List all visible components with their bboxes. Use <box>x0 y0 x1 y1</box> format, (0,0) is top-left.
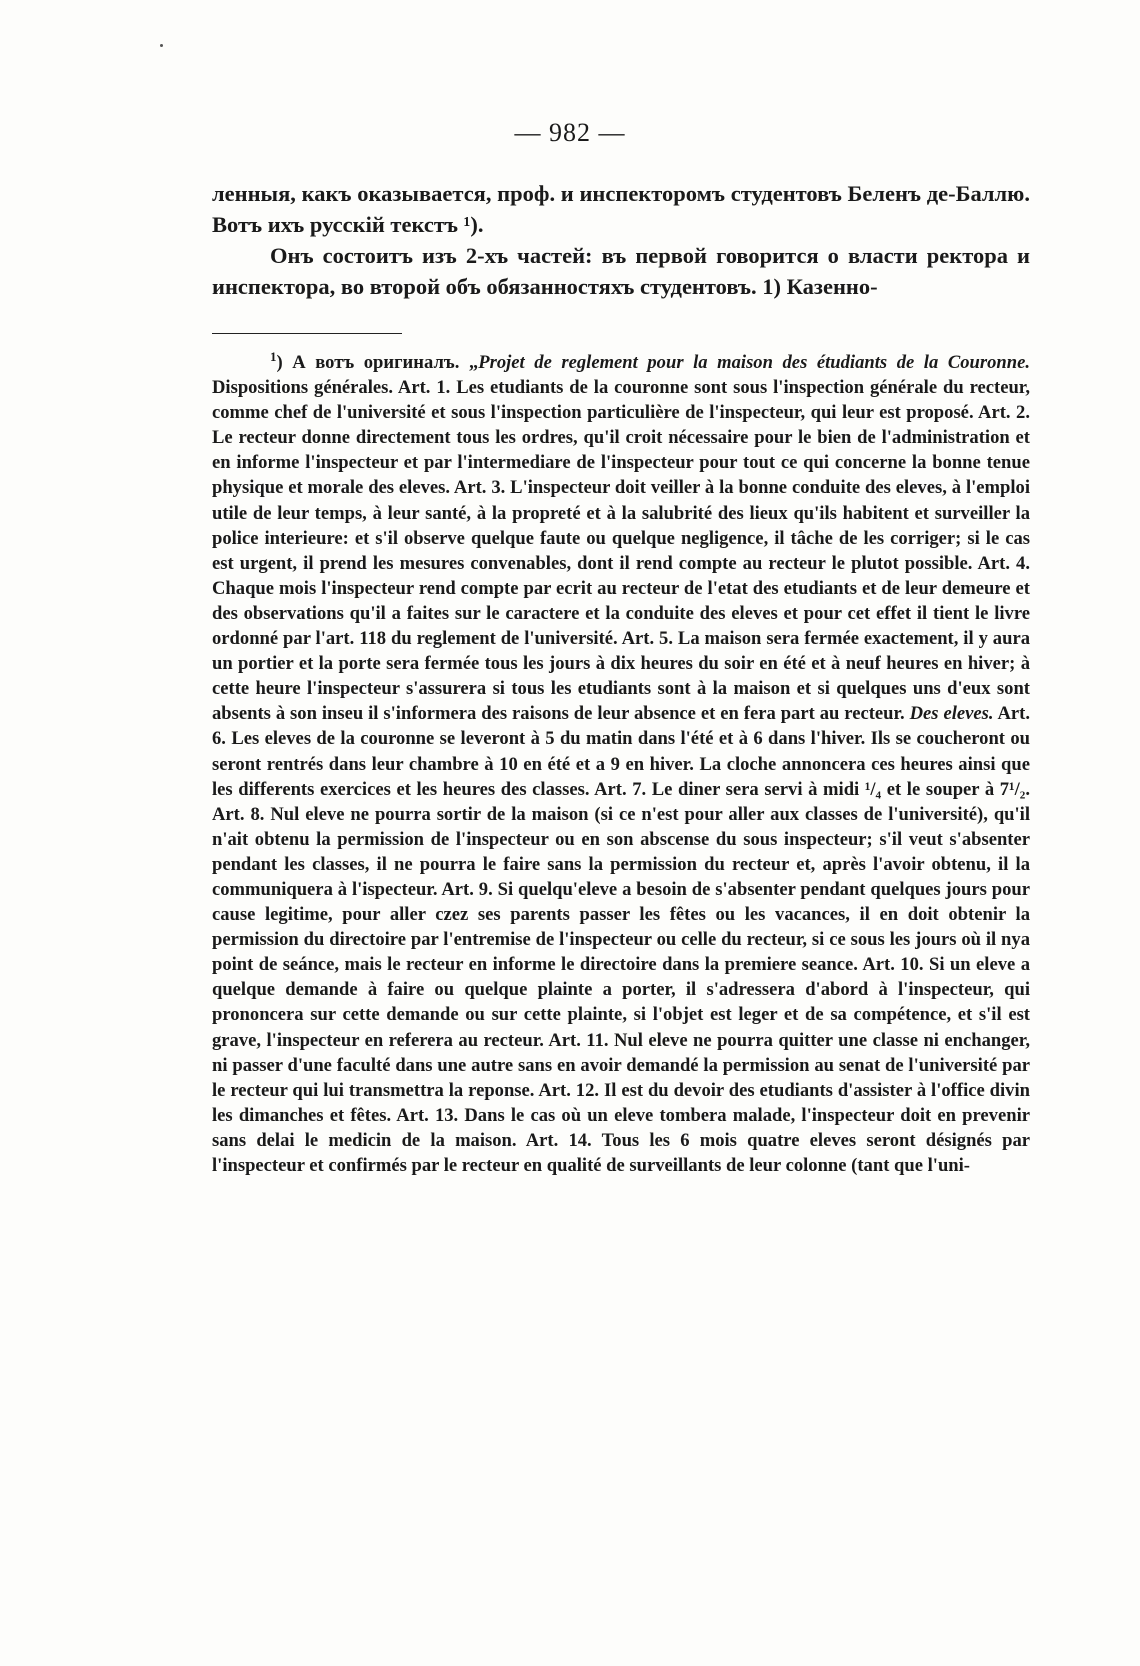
footnote-title: Projet de reglement pour la maison des étudiants de la Couronne. <box>478 352 1030 373</box>
main-body-text <box>212 178 1030 302</box>
footnote-section-heading: Des eleves. <box>909 703 994 725</box>
body-paragraph-2: Онъ состоитъ изъ 2-хъ частей: въ первой говорится о власти ректора и инспектора, во второй объ обязанностяхъ студентовъ. 1) Казенно- <box>212 243 1030 299</box>
page-number: — 982 — <box>514 118 626 147</box>
scan-speck <box>160 44 163 47</box>
footnote-body-part-2: Art. 6. Les eleves de la couronne se leveront à 5 du matin dans l'été et à 6 dans l'hiver. Ils se coucheront ou seront rentrés dans leur chambre à 10 en été et a 9 en hiver. La cloche annoncera ces heures ainsi que les differents exercices et les heures des classes. Art. 7. Le diner sera servi à midi ¹/₄ et le souper à 7¹/₂. Art. 8. Nul eleve ne pourra sortir de la maison (si ce n'est pour aller aux classes de l'université), qu'il n'ait obtenu la permission de l'inspecteur ou en son abscense du sous inspecteur; s'il veut s'absenter pendant les classes, il ne pourra le faire sans la permission du recteur et, après l'avoir obtenu, il la communiquera à l'ispecteur. Art. 9. Si quelqu'eleve a besoin de s'absenter pendant quelques jours pour cause legitime, pour aller czez ses parents passer les fêtes ou les vacances, il en doit obtenir la permission du directoire par l'entremise de l'inspecteur ou celle du recteur, si ce sous les jours où il nya point de seánce, mais le recteur en informe le directoire dans la premiere seance. Art. 10. Si un eleve a quelque demande à faire ou quelque plainte a porter, il s'adressera d'abord à l'inspecteur, qui prononcera sur cette demande ou sur cette plainte, si l'objet est leger et de sa compétence, et s'il est grave, l'inspecteur en referera au recteur. Art. 11. Nul eleve ne pourra quitter une classe ni enchanger, ni passer d'une faculté dans une autre sans en avoir demandé la permission au senat de l'université par le recteur qui lui transmettra la reponse. Art. 12. Il est du devoir des etudiants d'assister à l'office divin les dimanches et fêtes. Art. 13. Dans le cas où un eleve tombera malade, l'inspecteur doit en prevenir sans delai le medicin de la maison. Art. 14. Tous les 6 mois quatre eleves seront désignés par l'inspecteur et confirmés par le recteur en qualité de surveillants de leur colonne (tant que l'uni- <box>212 703 1030 1176</box>
footnote-intro: ) А вотъ оригиналъ. „ <box>276 352 479 373</box>
footnote-marker: 1 <box>270 348 277 364</box>
body-paragraph-1: ленныя, какъ оказывается, проф. и инспекторомъ студентовъ Беленъ де-Баллю. Вотъ ихъ русскій текстъ ¹). <box>212 181 1030 237</box>
footnote-separator <box>212 333 402 334</box>
footnote <box>212 350 1030 1178</box>
footnote-body-part-1: Dispositions générales. Art. 1. Les etudiants de la couronne sont sous l'inspection générale du recteur, comme chef de l'université et sous l'inspection particulière de l'inspecteur, qui leur est proposé. Art. 2. Le recteur donne directement tous les ordres, qu'il croit nécessaire pour le bien de l'administration et en informe l'inspecteur et par l'intermediare de l'inspecteur pour tout ce qui concerne la bonne tenue physique et morale des eleves. Art. 3. L'inspecteur doit veiller à la bonne conduite des eleves, à l'emploi utile de leur temps, à leur santé, à la propreté et à la salubrité des lieux qu'ils habitent et surveiller la police interieure: et s'il observe quelque faute ou quelque negligence, il tâche de les corriger; si le cas est urgent, il prend les mesures convenables, dont il rend compte au recteur le plutot possible. Art. 4. Chaque mois l'inspecteur rend compte par ecrit au recteur de l'etat des etudiants et de leur demeure et des observations qu'il a faites sur le caractere et la conduite des eleves et pour cet effet il tient le livre ordonné par l'art. 118 du reglement de l'université. Art. 5. La maison sera fermée exactement, il y aura un portier et la porte sera fermée tous les jours à dix heures du soir en été et à neuf heures en hiver; à cette heure l'inspecteur s'assurera si tous les etudiants sont à la maison et si quelques uns d'eux sont absents à son inseu il s'informera des raisons de leur absence et en fera part au recteur. <box>212 377 1030 725</box>
